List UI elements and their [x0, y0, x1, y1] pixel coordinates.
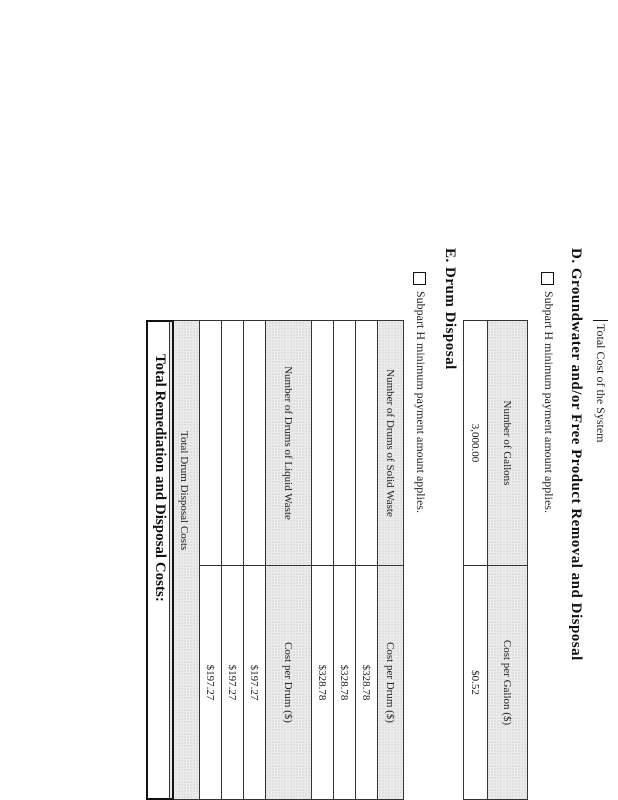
- solid-drums-cell[interactable]: [334, 321, 356, 566]
- liquid-cost-cell: $197.27: [200, 566, 222, 800]
- solid-drums-cell[interactable]: [312, 321, 334, 566]
- groundwater-table: [463, 320, 528, 800]
- liquid-drums-cell[interactable]: [244, 321, 266, 566]
- gallons-header: Number of Gallons: [488, 321, 528, 566]
- solid-cost-cell: $328.78: [334, 566, 356, 800]
- drum-table: [169, 320, 404, 800]
- grand-total-box: [146, 320, 174, 800]
- liquid-drums-cell[interactable]: [200, 321, 222, 566]
- section-d-title: D. Groundwater and/or Free Product Removal and Disposal: [568, 248, 584, 661]
- solid-drums-header: Number of Drums of Solid Waste: [378, 321, 404, 566]
- solid-cost-cell: $328.78: [356, 566, 378, 800]
- cost-per-gallon-header: Cost per Gallon ($): [488, 566, 528, 800]
- solid-drums-cell[interactable]: [356, 321, 378, 566]
- section-e-checkbox-label: Subpart H minimum payment amount applies.: [414, 291, 428, 513]
- section-e-checkbox[interactable]: [413, 272, 426, 285]
- liquid-cost-cell: $197.27: [222, 566, 244, 800]
- grand-total-label: Total Remediation and Disposal Costs:: [152, 354, 169, 602]
- section-e-title: E. Drum Disposal: [442, 248, 458, 370]
- solid-cost-cell: $328.78: [312, 566, 334, 800]
- section-d-checkbox-row[interactable]: [541, 272, 556, 513]
- section-d-checkbox-label: Subpart H minimum payment amount applies.: [542, 291, 556, 513]
- gallons-cell: 3,000.00: [464, 321, 488, 566]
- liquid-cost-header: Cost per Drum ($): [266, 566, 312, 800]
- section-d-checkbox[interactable]: [541, 272, 554, 285]
- liquid-drums-cell[interactable]: [222, 321, 244, 566]
- solid-cost-header: Cost per Drum ($): [378, 566, 404, 800]
- system-total-label: Total Cost of the System: [593, 320, 608, 564]
- cost-per-gallon-cell: $0.52: [464, 566, 488, 800]
- liquid-cost-cell: $197.27: [244, 566, 266, 800]
- drum-total-row: Total Drum Disposal Costs: [170, 321, 200, 800]
- section-e-checkbox-row[interactable]: [413, 272, 428, 513]
- liquid-drums-header: Number of Drums of Liquid Waste: [266, 321, 312, 566]
